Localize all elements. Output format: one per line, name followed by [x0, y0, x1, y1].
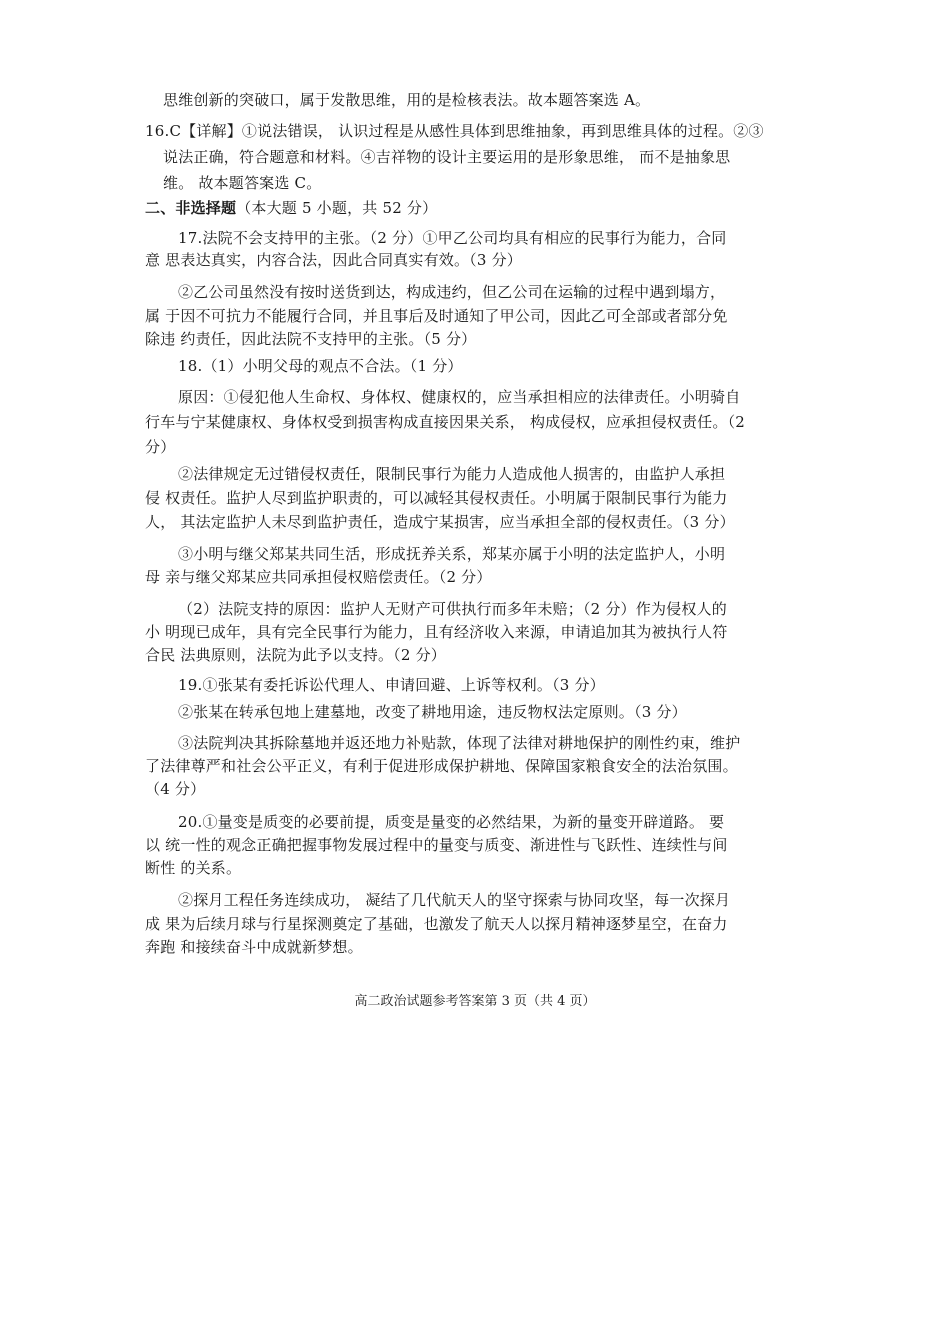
text-line: （2）法院支持的原因：监护人无财产可供执行而多年未赔；（2 分）作为侵权人的 — [178, 600, 727, 618]
text-line: 断性 的关系。 — [145, 859, 242, 877]
text-line: ②张某在转承包地上建墓地，改变了耕地用途，违反物权法定原则。（3 分） — [178, 703, 687, 721]
text-line: 意 思表达真实，内容合法，因此合同真实有效。（3 分） — [145, 251, 522, 269]
text-line: ②法律规定无过错侵权责任，限制民事行为能力人造成他人损害的，由监护人承担 — [178, 465, 726, 483]
text-line: ②探月工程任务连续成功， 凝结了几代航天人的坚守探索与协同攻坚，每一次探月 — [178, 891, 731, 909]
text-line: 属 于因不可抗力不能履行合同，并且事后及时通知了甲公司，因此乙可全部或者部分免 — [145, 307, 728, 325]
text-line: （4 分） — [145, 780, 206, 798]
text-line: 除违 约责任，因此法院不支持甲的主张。（5 分） — [145, 330, 477, 348]
text-line: 以 统一性的观念正确把握事物发展过程中的量变与质变、渐进性与飞跃性、连续性与间 — [145, 836, 728, 854]
section-heading — [145, 198, 437, 218]
answer-16-line: 16.C【详解】①说法错误， 认识过程是从感性具体到思维抽象，再到思维具体的过程。②③ — [145, 122, 764, 140]
answer-19-line: 19.①张某有委托诉讼代理人、申请回避、上诉等权利。（3 分） — [178, 676, 605, 694]
text-line: 侵 权责任。监护人尽到监护职责的，可以减轻其侵权责任。小明属于限制民事行为能力 — [145, 489, 728, 507]
text-line: 奔跑 和接续奋斗中成就新梦想。 — [145, 938, 363, 956]
text-line: 思维创新的突破口，属于发散思维，用的是检核表法。故本题答案选 A。 — [163, 91, 651, 109]
text-line: ③法院判决其拆除墓地并返还地力补贴款，体现了法律对耕地保护的刚性约束，维护 — [178, 734, 741, 752]
text-line: 原因：①侵犯他人生命权、身体权、健康权的，应当承担相应的法律责任。小明骑自 — [178, 388, 741, 406]
answer-20-line: 20.①量变是质变的必要前提，质变是量变的必然结果，为新的量变开辟道路。 要 — [178, 813, 725, 831]
section-note: （本大题 5 小题，共 52 分） — [236, 199, 438, 217]
text-line: 成 果为后续月球与行星探测奠定了基础，也激发了航天人以探月精神逐梦星空，在奋力 — [145, 915, 728, 933]
text-line: 了法律尊严和社会公平正义，有利于促进形成保护耕地、保障国家粮食安全的法治氛围。 — [145, 757, 738, 775]
text-line: ②乙公司虽然没有按时送货到达，构成违约，但乙公司在运输的过程中遇到塌方， — [178, 283, 726, 301]
section-title: 二、非选择题 — [145, 199, 237, 217]
text-line: 合民 法典原则，法院为此予以支持。（2 分） — [145, 646, 446, 664]
text-line: 小 明现已成年，具有完全民事行为能力，且有经济收入来源，申请追加其为被执行人符 — [145, 623, 728, 641]
answer-18-line: 18.（1）小明父母的观点不合法。（1 分） — [178, 357, 463, 375]
text-line: 维。 故本题答案选 C。 — [163, 174, 322, 192]
text-line: 母 亲与继父郑某应共同承担侵权赔偿责任。（2 分） — [145, 568, 492, 586]
text-line: 人， 其法定监护人未尽到监护责任，造成宁某损害，应当承担全部的侵权责任。（3 分） — [145, 513, 735, 531]
page-footer: 高二政治试题参考答案第 3 页（共 4 页） — [354, 994, 596, 1009]
text-line: ③小明与继父郑某共同生活，形成抚养关系，郑某亦属于小明的法定监护人，小明 — [178, 545, 726, 563]
answer-17-line: 17.法院不会支持甲的主张。（2 分）①甲乙公司均具有相应的民事行为能力，合同 — [178, 229, 727, 247]
text-line: 行车与宁某健康权、身体权受到损害构成直接因果关系， 构成侵权，应承担侵权责任。（2 — [145, 413, 746, 431]
text-line: 分） — [145, 438, 176, 456]
text-line: 说法正确，符合题意和材料。④吉祥物的设计主要运用的是形象思维， 而不是抽象思 — [163, 148, 731, 166]
